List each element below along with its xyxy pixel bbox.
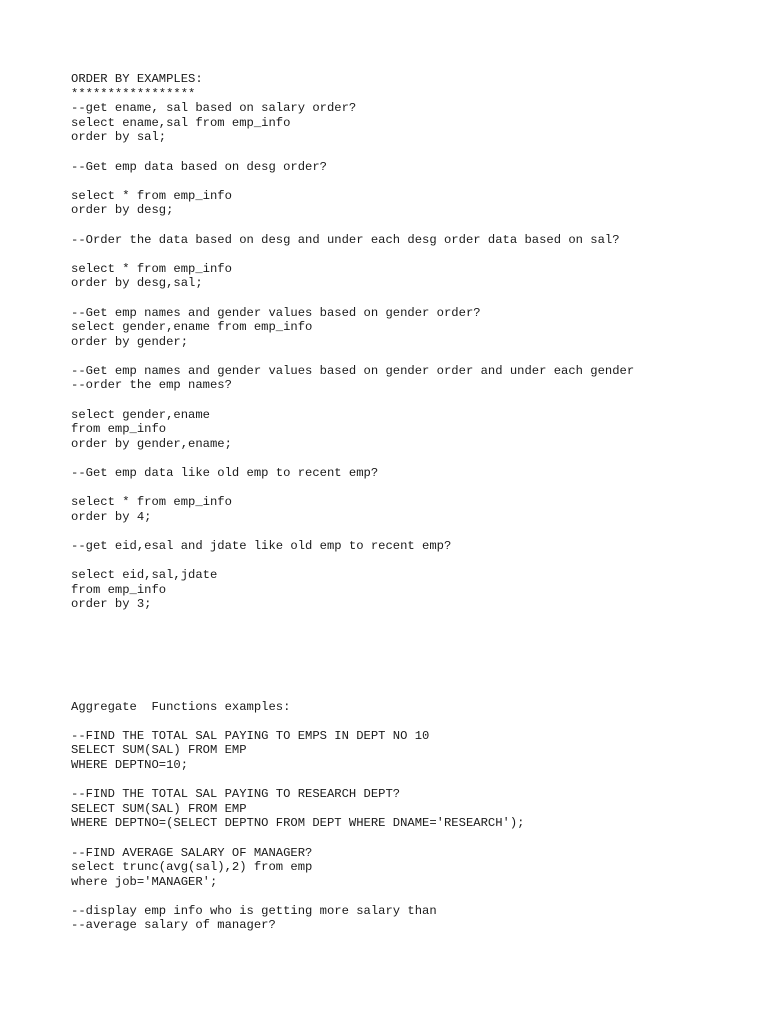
code-line: order by desg,sal;	[71, 276, 203, 291]
code-block	[71, 539, 751, 554]
comment-line: --FIND AVERAGE SALARY OF MANAGER?	[71, 845, 313, 860]
code-line: order by desg;	[71, 203, 174, 218]
blank-line	[71, 831, 751, 846]
code-block	[71, 700, 751, 715]
comment-line: --Get emp names and gender values based on gender order and under each gender	[71, 363, 635, 378]
comment-line: --average salary of manager?	[71, 918, 276, 933]
code-block	[71, 495, 751, 524]
comment-line: --get eid,esal and jdate like old emp to recent emp?	[71, 539, 452, 553]
code-line: order by gender,ename;	[71, 436, 232, 451]
code-block	[71, 466, 751, 481]
code-block	[71, 233, 751, 248]
code-block	[71, 568, 751, 612]
code-line: from emp_info	[71, 582, 167, 597]
code-block	[71, 262, 751, 291]
comment-line: --get ename, sal based on salary order?	[71, 101, 357, 116]
code-block	[71, 189, 751, 218]
comment-line: --FIND THE TOTAL SAL PAYING TO RESEARCH DEPT?	[71, 787, 401, 802]
code-line: order by 3;	[71, 597, 152, 612]
blank-line	[71, 393, 751, 408]
code-block	[71, 729, 751, 773]
code-block	[71, 364, 751, 393]
code-line: order by gender;	[71, 334, 189, 349]
document-page	[71, 72, 751, 933]
code-line: select eid,sal,jdate	[71, 568, 218, 583]
code-line: select * from emp_info	[71, 188, 232, 203]
code-line: from emp_info	[71, 422, 167, 437]
blank-line	[71, 349, 751, 364]
blank-gap	[71, 612, 751, 700]
code-line: select gender,ename from emp_info	[71, 320, 313, 335]
code-block	[71, 904, 751, 933]
blank-line	[71, 451, 751, 466]
comment-line: --order the emp names?	[71, 378, 232, 393]
code-line: where job='MANAGER';	[71, 874, 218, 889]
blank-line	[71, 714, 751, 729]
comment-line: --display emp info who is getting more salary than	[71, 903, 437, 918]
blank-line	[71, 554, 751, 569]
heading-underline: *****************	[71, 86, 196, 101]
comment-line: --Order the data based on desg and under each desg order data based on sal?	[71, 232, 620, 247]
code-line: SELECT SUM(SAL) FROM EMP	[71, 743, 247, 758]
code-block	[71, 787, 751, 831]
comment-line: --Get emp data based on desg order?	[71, 159, 327, 174]
blank-line	[71, 145, 751, 160]
blank-line	[71, 247, 751, 262]
code-line: select trunc(avg(sal),2) from emp	[71, 860, 313, 875]
code-line: select * from emp_info	[71, 261, 232, 276]
code-line: WHERE DEPTNO=10;	[71, 757, 189, 772]
comment-line: --Get emp names and gender values based on gender order?	[71, 305, 481, 320]
comment-line: --Get emp data like old emp to recent emp?	[71, 466, 379, 481]
code-block	[71, 72, 751, 145]
comment-line: --FIND THE TOTAL SAL PAYING TO EMPS IN DEPT NO 10	[71, 728, 430, 743]
code-block	[71, 306, 751, 350]
code-block	[71, 846, 751, 890]
section-heading: Aggregate Functions examples:	[71, 699, 291, 714]
code-block	[71, 160, 751, 175]
blank-line	[71, 481, 751, 496]
blank-line	[71, 773, 751, 788]
blank-line	[71, 218, 751, 233]
code-line: SELECT SUM(SAL) FROM EMP	[71, 801, 247, 816]
code-line: select * from emp_info	[71, 495, 232, 510]
code-line: order by sal;	[71, 130, 167, 145]
section-heading: ORDER BY EXAMPLES:	[71, 72, 203, 86]
code-line: select gender,ename	[71, 407, 210, 422]
blank-line	[71, 889, 751, 904]
blank-line	[71, 174, 751, 189]
code-block	[71, 408, 751, 452]
blank-line	[71, 291, 751, 306]
code-line: order by 4;	[71, 509, 152, 524]
blank-line	[71, 524, 751, 539]
code-line: select ename,sal from emp_info	[71, 115, 291, 130]
code-line: WHERE DEPTNO=(SELECT DEPTNO FROM DEPT WHERE DNAME='RESEARCH');	[71, 816, 525, 831]
